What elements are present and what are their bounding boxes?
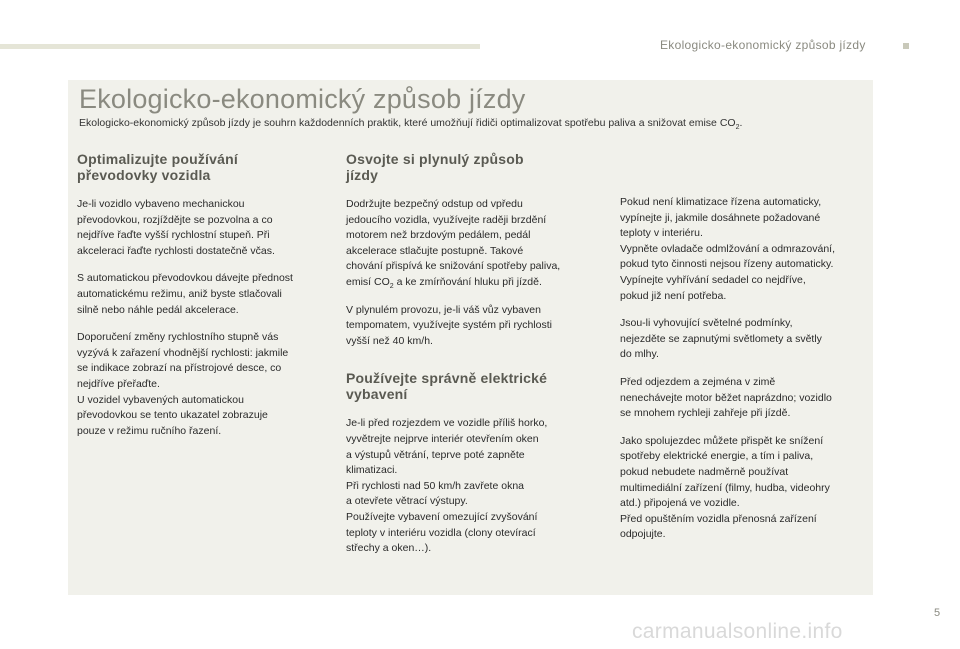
paragraph-lights: Jsou-li vyhovující světelné podmínky, nejezděte se zapnutými světlomety a světly do mlhy. (620, 317, 822, 361)
safe-distance-text: Dodržujte bezpečný odstup od vpředu jedoucího vozidla, využívejte raději brzdění motorem než brzdovým pedálem, pedál akcelerace stlačujte postupně. Takové chování přispívá ke snižování spotřeby paliva, emisí CO (346, 198, 561, 288)
safe-distance-subscript: 2 (389, 283, 394, 291)
page-number: 5 (934, 607, 941, 619)
header-decor-line (0, 44, 480, 49)
column-electrical-tips (620, 195, 868, 555)
intro-subscript: 2 (735, 124, 740, 132)
header-square-marker (903, 43, 909, 49)
column-smooth-driving (346, 152, 601, 569)
paragraph-safe-distance (346, 197, 601, 291)
paragraph-ventilation: Je-li před rozjezdem ve vozidle příliš horko, vyvětrejte nejprve interiér otevřením oken a výstupů větrání, teprve poté zapněte klimatizaci. Při rychlosti nad 50 km/h zavřete okna a otevřete větrací výstupy. Používejte vybavení omezující zvyšování teploty v interiéru vozidla (clony otevírací střechy a oken…). (346, 417, 548, 555)
page-title: Ekologicko-ekonomický způsob jízdy (79, 84, 526, 114)
intro-text (79, 117, 869, 131)
safe-distance-text-end: a ke zmírňování hluku při jízdě. (393, 275, 542, 288)
header-title: Ekologicko-ekonomický způsob jízdy (660, 38, 866, 52)
intro-text-main: Ekologicko-ekonomický způsob jízdy je souhrn každodenních praktik, které umožňují řidiči optimalizovat spotřebu paliva a snižovat emise CO (79, 117, 736, 129)
paragraph-gear-shift-indicator: Doporučení změny rychlostního stupně vás vyzývá k zařazení vhodnější rychlosti: jakmile se indikace zobrazí na přístrojové desce, co nejdříve přeřaďte. U vozidel vybavených automatickou převodovkou se tento ukazatel zobrazuje pouze v režimu ručního řazení. (77, 331, 289, 437)
heading-electrical-equipment: Používejte správně elektrické vybavení (346, 370, 548, 402)
watermark: carmanualsonline.info (632, 620, 843, 643)
paragraph-cruise-control: V plynulém provozu, je-li váš vůz vybaven tempomatem, využívejte systém při rychlosti vyšší než 40 km/h. (346, 303, 552, 347)
paragraph-idling: Před odjezdem a zejména v zimě nenechávejte motor běžet naprázdno; vozidlo se mnohem rychleji zahřeje při jízdě. (620, 375, 832, 420)
paragraph-passenger-devices: Jako spolujezdec můžete přispět ke snížení spotřeby elektrické energie, a tím i paliva, pokud nebudete nadměrně používat multimediální zařízení (filmy, hudba, videohry atd.) připojená ve vozidle. Před opuštěním vozidla přenosná zařízení odpojujte. (620, 434, 830, 541)
heading-gearbox: Optimalizujte používání převodovky vozidla (77, 151, 238, 183)
heading-smooth-driving: Osvojte si plynulý způsob jízdy (346, 151, 524, 183)
paragraph-automatic-gearbox: S automatickou převodovkou dávejte přednost automatickému režimu, aniž byste stlačovali silně nebo náhle pedál akcelerace. (77, 272, 293, 316)
paragraph-air-conditioning: Pokud není klimatizace řízena automaticky, vypínejte ji, jakmile dosáhnete požadované teploty v interiéru. Vypněte ovladače odmlžování a odmrazování, pokud tyto činnosti nejsou řízeny automaticky. Vypínejte vyhřívání sedadel co nejdříve, pokud již není potřeba. (620, 196, 835, 302)
paragraph-manual-gearbox: Je-li vozidlo vybaveno mechanickou převodovkou, rozjíždějte se pozvolna a co nejdříve řaďte vyšší rychlostní stupeň. Při akceleraci řaďte rychlosti dostatečně včas. (77, 198, 275, 257)
column-gearbox (77, 152, 332, 451)
intro-text-end: . (739, 117, 743, 129)
